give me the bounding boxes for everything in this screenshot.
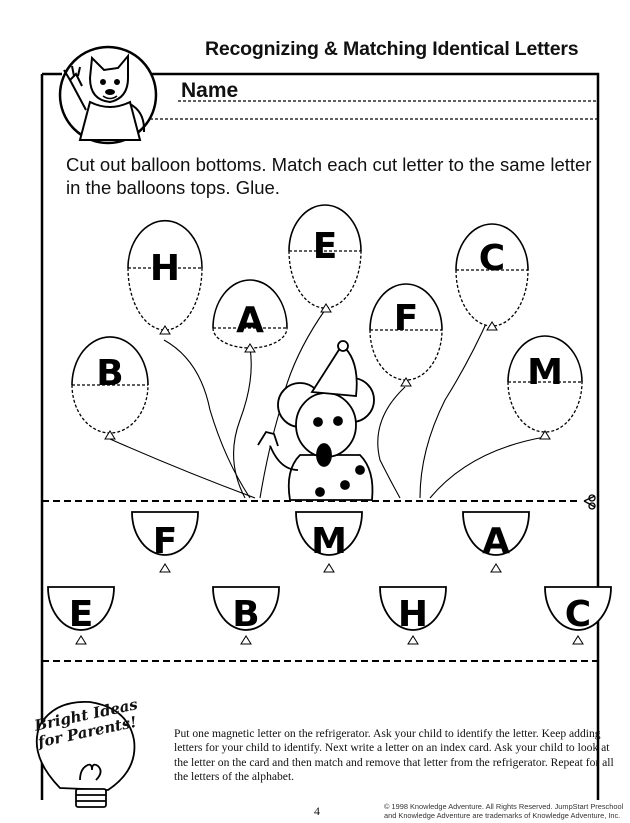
name-label: Name	[181, 79, 239, 102]
balloon-letter-b: B	[96, 353, 124, 394]
parent-tip-text: Put one magnetic letter on the refrigerator. Ask your child to identify the letter. Keep adding letters for your child to identify. Next write a letter on an index card. Ask your child to look at the letter on the card and then match and remove that letter from the refrigerator. Repeat for all the letters of the alphabet.	[174, 727, 614, 784]
bottom-letter-c: C	[564, 594, 592, 635]
balloon-letter-m: M	[527, 352, 563, 393]
bottom-letter-f: F	[152, 521, 178, 562]
scissors-icon	[584, 495, 595, 509]
copyright-notice: © 1998 Knowledge Adventure. All Rights Reserved. JumpStart Preschool and Knowledge Adventure are trademarks of Knowledge Adventure, Inc.	[384, 802, 624, 820]
balloon-letter-h: H	[149, 248, 181, 289]
balloon-letter-e: E	[312, 226, 338, 267]
balloon-letter-f: F	[393, 298, 419, 339]
bottom-letter-a: A	[482, 521, 510, 562]
balloon-letter-c: C	[478, 238, 506, 279]
bottom-letter-e: E	[68, 594, 94, 635]
bright-ideas-label: Bright Ideas for Parents!	[32, 695, 140, 752]
page-title: Recognizing & Matching Identical Letters	[205, 38, 579, 60]
page-number: 4	[314, 804, 320, 818]
mouse-mascot-icon	[258, 341, 374, 500]
balloon-bottoms-row2	[48, 587, 611, 644]
instructions-text: Cut out balloon bottoms. Match each cut letter to the same letter in the balloons tops. Glue.	[66, 154, 592, 198]
cat-mascot-icon	[60, 47, 156, 143]
bottom-letter-m: M	[311, 521, 347, 562]
bottom-letter-b: B	[232, 594, 260, 635]
balloon-letter-a: A	[236, 300, 264, 341]
bottom-letter-h: H	[397, 594, 429, 635]
